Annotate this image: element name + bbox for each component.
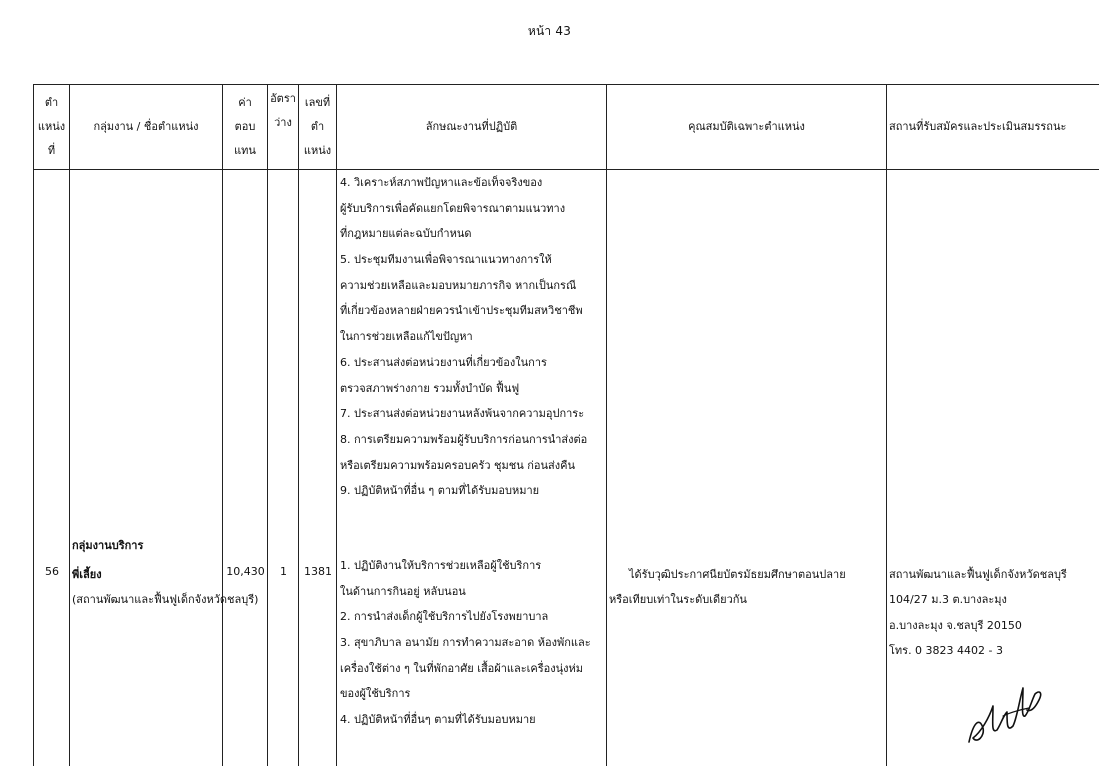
position-id-value: 1381 bbox=[304, 565, 332, 578]
header-qualifications: คุณสมบัติเฉพาะตำแหน่ง bbox=[607, 85, 887, 170]
header-position-id: เลขที่ ตำ แหน่ง bbox=[299, 85, 337, 170]
compensation-value: 10,430 bbox=[226, 565, 265, 578]
list-item: หรือเตรียมความพร้อมครอบครัว ชุมชน ก่อนส่งคืน bbox=[340, 458, 575, 472]
qualification-line-2: หรือเทียบเท่าในระดับเดียวกัน bbox=[609, 593, 747, 606]
cell-number bbox=[34, 170, 70, 767]
list-item: เครื่องใช้ต่าง ๆ ในที่พักอาศัย เสื้อผ้าและเครื่องนุ่งห่ม bbox=[340, 661, 584, 675]
location-phone: โทร. 0 3823 4402 - 3 bbox=[889, 644, 1004, 657]
list-item: ความช่วยเหลือและมอบหมายภารกิจ หากเป็นกรณี bbox=[340, 278, 577, 292]
list-item: 4. วิเคราะห์สภาพปัญหาและข้อเท็จจริงของ bbox=[340, 176, 543, 189]
header-compensation: ค่า ตอบ แทน bbox=[223, 85, 268, 170]
cell-compensation bbox=[223, 170, 268, 767]
list-item: ของผู้ใช้บริการ bbox=[340, 687, 411, 701]
list-item: 4. ปฏิบัติหน้าที่อื่นๆ ตามที่ได้รับมอบหมาย bbox=[340, 713, 536, 727]
cell-quota bbox=[268, 170, 299, 767]
list-item: 1. ปฏิบัติงานให้บริการช่วยเหลือผู้ใช้บริการ bbox=[340, 559, 542, 572]
signature-mark bbox=[963, 672, 1047, 754]
previous-duties-list bbox=[337, 170, 587, 504]
list-item: ตรวจสภาพร่างกาย รวมทั้งบำบัด ฟื้นฟู bbox=[340, 381, 520, 395]
list-item: 8. การเตรียมความพร้อมผู้รับบริการก่อนการนำส่งต่อ bbox=[340, 432, 588, 446]
position-table bbox=[33, 84, 1099, 766]
cell-position-id bbox=[299, 170, 337, 767]
group-name: กลุ่มงานบริการ bbox=[72, 539, 144, 552]
list-item: 6. ประสานส่งต่อหน่วยงานที่เกี่ยวข้องในการ bbox=[340, 355, 547, 369]
header-group-name: กลุ่มงาน / ชื่อตำแหน่ง bbox=[70, 85, 223, 170]
list-item: ในด้านการกินอยู่ หลับนอน bbox=[340, 584, 466, 598]
list-item: ที่เกี่ยวข้องหลายฝ่ายควรนำเข้าประชุมทีมสหวิชาชีพ bbox=[340, 304, 583, 318]
header-position-no: ตำ แหน่ง ที่ bbox=[34, 85, 70, 170]
table-row bbox=[34, 170, 1099, 767]
list-item: ในการช่วยเหลือแก้ไขปัญหา bbox=[340, 330, 473, 344]
list-item: 3. สุขาภิบาล อนามัย การทำความสะอาด ห้องพักและ bbox=[340, 636, 591, 650]
header-job-description: ลักษณะงานที่ปฏิบัติ bbox=[337, 85, 607, 170]
list-item: 9. ปฏิบัติหน้าที่อื่น ๆ ตามที่ได้รับมอบหมาย bbox=[340, 484, 540, 498]
header-location: สถานที่รับสมัครและประเมินสมรรถนะ bbox=[887, 85, 1099, 170]
cell-qualifications bbox=[607, 170, 887, 767]
list-item: 2. การนำส่งเด็กผู้ใช้บริการไปยังโรงพยาบาล bbox=[340, 610, 549, 624]
list-item: ที่กฎหมายแต่ละฉบับกำหนด bbox=[340, 227, 472, 241]
position-name: พี่เลี้ยง bbox=[72, 568, 102, 581]
quota-value: 1 bbox=[280, 565, 287, 578]
list-item: ผู้รับบริการเพื่อคัดแยกโดยพิจารณาตามแนวทาง bbox=[340, 201, 566, 215]
header-quota: อัตรา ว่าง bbox=[268, 85, 299, 170]
page-number: หน้า 43 bbox=[527, 24, 572, 38]
location-district: อ.บางละมุง จ.ชลบุรี 20150 bbox=[889, 619, 1022, 632]
cell-duties bbox=[337, 170, 607, 767]
location-name: สถานพัฒนาและฟื้นฟูเด็กจังหวัดชลบุรี bbox=[889, 568, 1067, 581]
table-header-row bbox=[34, 85, 1099, 170]
location-address: 104/27 ม.3 ต.บางละมุง bbox=[889, 593, 1007, 606]
list-item: 7. ประสานส่งต่อหน่วยงานหลังพ้นจากความอุปการะ bbox=[340, 407, 585, 421]
agency-name: (สถานพัฒนาและฟื้นฟูเด็กจังหวัดชลบุรี) bbox=[72, 593, 259, 606]
duties-list bbox=[337, 553, 591, 733]
qualification-line-1: ได้รับวุฒิประกาศนียบัตรมัธยมศึกษาตอนปลาย bbox=[629, 568, 846, 581]
list-item: 5. ประชุมทีมงานเพื่อพิจารณาแนวทางการให้ bbox=[340, 253, 552, 267]
row-number: 56 bbox=[45, 565, 59, 578]
